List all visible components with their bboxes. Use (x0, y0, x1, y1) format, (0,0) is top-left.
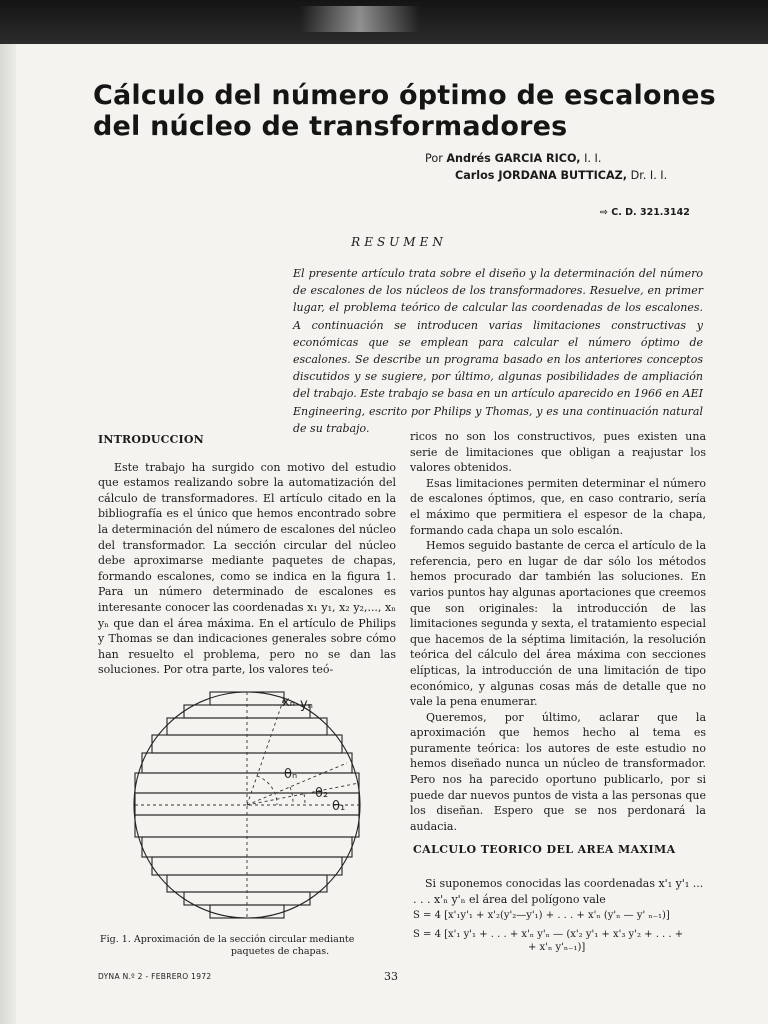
author-1-title: I. I. (584, 152, 602, 165)
step-rect-3 (167, 718, 327, 735)
figure-caption (100, 934, 400, 958)
radius-n (247, 698, 284, 805)
arrow-icon: ⇨ (600, 207, 612, 218)
journal-footer: DYNA N.º 2 - FEBRERO 1972 (98, 972, 212, 981)
cdu-classification (600, 207, 690, 218)
scan-glare (300, 6, 420, 32)
label-xn: xₙ (282, 695, 295, 710)
resumen-heading-text: RESUMEN (351, 235, 447, 249)
intro-heading: INTRODUCCION (98, 433, 204, 446)
caption-line-2: paquetes de chapas. (230, 946, 330, 957)
intro-paragraph-2: ricos no son los constructivos, pues existen una serie de limitaciones que obligan a reajustar los valores obtenidos. (410, 430, 706, 475)
author-2-name: Carlos JORDANA BUTTICAZ, (455, 169, 628, 182)
article-title (93, 80, 733, 142)
scan-top-border (0, 0, 768, 44)
formula-2a: S = 4 [x'₁ y'₁ + . . . + x'ₙ y'ₙ — (x'₂ y'₁ + x'₃ y'₂ + . . . + (413, 929, 684, 940)
calculo-text (413, 876, 713, 908)
angle-arc-2 (290, 787, 293, 805)
page-number: 33 (384, 970, 398, 983)
title-line-2: del núcleo de transformadores (93, 111, 568, 142)
caption-line-1: Fig. 1. Aproximación de la sección circular mediante (100, 934, 355, 945)
cdu-code: C. D. 321.3142 (611, 207, 690, 218)
core-section-diagram (112, 660, 402, 935)
intro-paragraph-3: Esas limitaciones permiten determinar el número de escalones óptimos, que, en caso contrario, sería el máximo que permitiera el espesor de la chapa, formando cada chapa un solo escalón. (410, 476, 706, 537)
authors-block (425, 150, 725, 184)
calculo-heading: CALCULO TEORICO DEL AREA MAXIMA (413, 843, 676, 856)
title-line-1: Cálculo del número óptimo de escalones (93, 80, 716, 111)
label-theta-1: θ₁ (332, 799, 346, 814)
formula-1: S = 4 [x'₁y'₁ + x'₂(y'₂—y'₁) + . . . + x'ₙ (y'ₙ — y' ₙ₋₁)] (413, 910, 670, 921)
author-prefix: Por (425, 152, 443, 165)
label-theta-2: θ₂ (315, 786, 329, 801)
intro-paragraph-4: Hemos seguido bastante de cerca el artículo de la referencia, pero en lugar de dar sólo los métodos hemos procurado dar también las soluciones. En varios puntos hay algunas aportaciones que creemos que son originales: la introducción de las limitaciones segunda y sexta, el tratamiento especial que hacemos de la séptima limitación, la resolución teórica del cálculo del área máxima con secciones elípticas, la introducción de una limitación de tipo económico, y algunas cosas más de detalle que no vale la pena enumerar. (410, 539, 706, 709)
step-rect-4 (152, 735, 342, 753)
calculo-line-1: Si suponemos conocidas las coordenadas x'₁ y'₁ ... (425, 877, 704, 890)
angle-arc-1 (304, 794, 305, 805)
author-1 (425, 150, 725, 167)
resumen-heading (0, 235, 768, 249)
left-column (98, 432, 396, 678)
right-column (410, 429, 706, 834)
intro-paragraph-5: Queremos, por último, aclarar que la aproximación que hemos hecho al tema es puramente teórica: los autores de este estudio no hemos diseñado nunca un núcleo de transformador. Pero nos ha parecido oportuno publicarlo, por si puede dar nuevos puntos de vista a las personas que los diseñan. Espero que se nos perdonará la audacia. (410, 710, 706, 833)
author-2-title: Dr. I. I. (630, 169, 668, 182)
scan-left-edge (0, 44, 16, 1024)
step-rect-11 (167, 875, 327, 892)
label-yn: yₙ (300, 697, 313, 712)
label-theta-n: θₙ (284, 767, 298, 782)
calculo-line-2: . . . x'ₙ y'ₙ el área del polígono vale (413, 893, 606, 906)
author-2 (425, 167, 725, 184)
abstract-text: El presente artículo trata sobre el diseño y la determinación del número de escalones de los núcleos de los transformadores. Resuelve, en primer lugar, el problema teórico de calcular las coordenadas de los escalones. A continuación se introducen varias limitaciones constructivas y económicas que se emplean para calcular el número óptimo de escalones. Se describe un programa basado en los anteriores conceptos discutidos y se sugiere, por último, algunas posibilidades de ampliación del trabajo. Este trabajo se basa en un artículo aparecido en 1966 en AEI Engineering, escrito por Philips y Thomas, y es una continuación natural de su trabajo. (293, 267, 703, 435)
figure-1 (112, 660, 402, 935)
formula-2b: + x'ₙ y'ₙ₋₁)] (528, 942, 586, 953)
intro-paragraph-1: Este trabajo ha surgido con motivo del estudio que estamos realizando sobre la automatización del cálculo de transformadores. El artículo citado en la bibliografía es el único que hemos encontrado sobre la determinación del número de escalones del núcleo del transformador. La sección circular del núcleo debe aproximarse mediante paquetes de chapas, formando escalones, como se indica en la figura 1. Para un número determinado de escalones es interesante conocer las coordenadas x₁ y₁, x₂ y₂,..., xₙ yₙ que dan el área máxima. En el artículo de Philips y Thomas se dan indicaciones generales sobre cómo han resuelto el problema, pero no se dan las soluciones. Por otra parte, los valores teó- (98, 460, 396, 677)
author-1-name: Andrés GARCIA RICO, (446, 152, 581, 165)
